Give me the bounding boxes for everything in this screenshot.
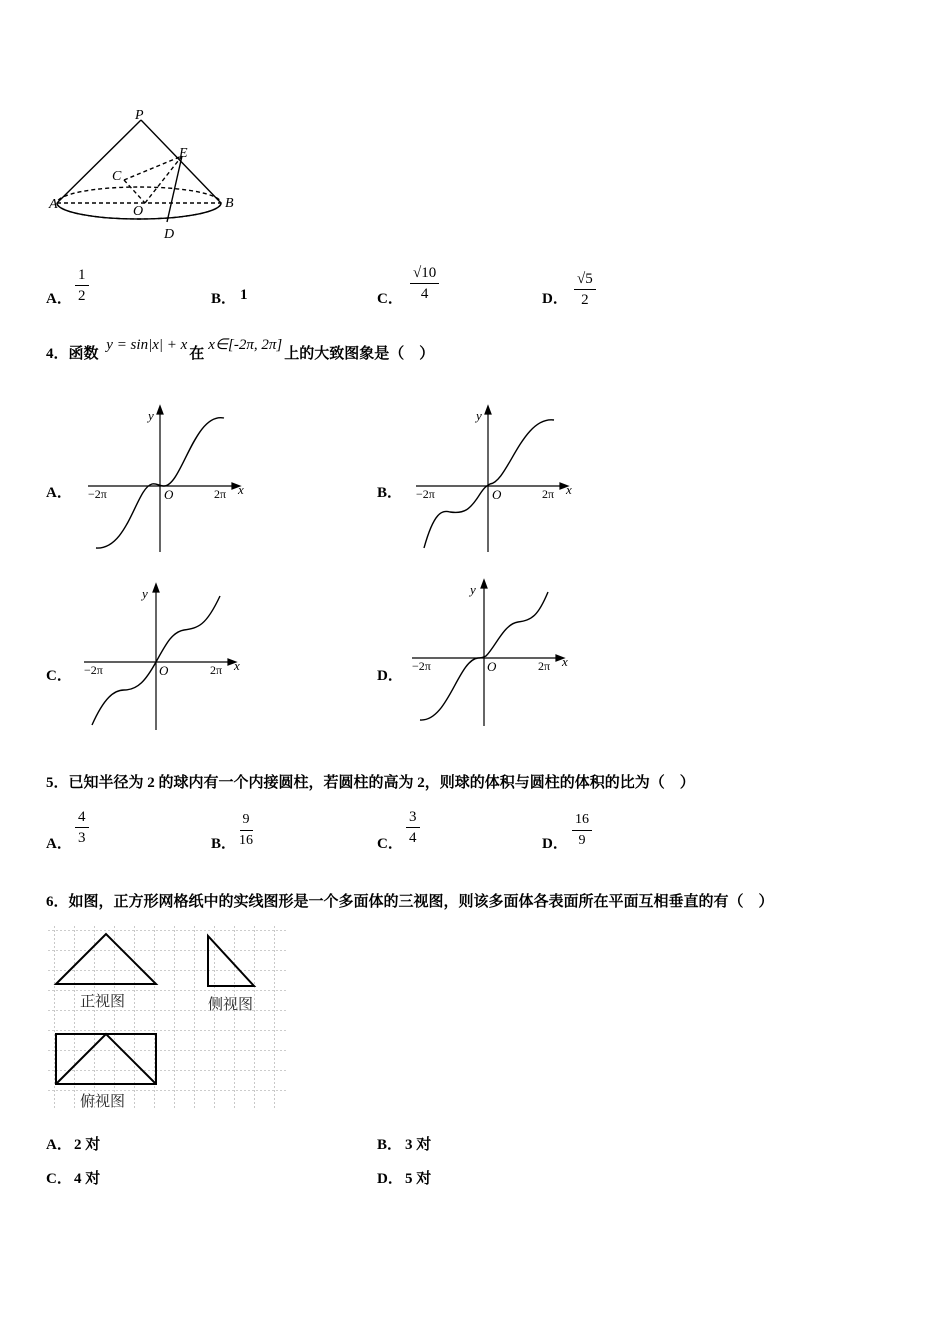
numerator: 1 <box>75 266 89 286</box>
q5-option-d-fraction <box>572 811 592 850</box>
q5-option-a-fraction <box>75 808 89 847</box>
y-label: y <box>148 408 154 423</box>
y-arrow <box>157 406 163 414</box>
q3-option-b-value: 1 <box>240 287 248 303</box>
y-arrow <box>485 406 491 414</box>
q6-option-b-value: 3 对 <box>405 1137 432 1153</box>
neg-2pi-label: −2π <box>88 487 107 501</box>
pos-2pi-label: 2π <box>538 659 551 673</box>
denominator: 4 <box>409 830 417 846</box>
q4-text-a: 函数 <box>68 346 99 362</box>
q5-option-c-fraction <box>406 808 420 847</box>
cone-figure <box>40 100 250 245</box>
q6-option-a-value: 2 对 <box>74 1137 101 1153</box>
q6-stem: 6．如图，正方形网格纸中的实线图形是一个多面体的三视图，则该多面体各表面所在平面互相垂直的有（ ） <box>46 894 774 910</box>
y-arrow <box>153 584 159 592</box>
neg-2pi-label: −2π <box>412 659 431 673</box>
q4-option-a-letter[interactable]: A． <box>46 485 72 501</box>
q4-graph-b <box>412 402 582 557</box>
x-label: x <box>234 658 240 673</box>
q4-domain: x∈[-2π, 2π] <box>208 337 283 353</box>
segment-CO <box>124 180 145 203</box>
numerator: √5 <box>574 270 596 290</box>
label-D: D <box>164 227 175 242</box>
q5-option-b-fraction <box>239 811 253 850</box>
front-view-label: 正视图 <box>80 994 126 1010</box>
denominator: 16 <box>239 833 253 848</box>
q3-option-b-letter[interactable]: B． <box>211 291 237 307</box>
label-O: O <box>133 204 144 219</box>
segment-ED <box>167 156 182 222</box>
grid-background <box>48 926 286 1110</box>
y-label: y <box>470 582 476 597</box>
denominator: 2 <box>581 292 589 308</box>
q4-number: 4． <box>46 346 69 362</box>
q4-option-b-letter[interactable]: B． <box>377 485 403 501</box>
q4-graph-a <box>84 402 254 557</box>
x-label: x <box>238 482 244 497</box>
q6-option-c-letter[interactable]: C． <box>46 1171 72 1187</box>
q4-graph-c <box>80 580 250 735</box>
pos-2pi-label: 2π <box>210 663 223 677</box>
denominator: 2 <box>78 288 86 304</box>
q3-option-a-fraction <box>75 266 89 305</box>
q3-option-a-letter[interactable]: A． <box>46 291 72 307</box>
numerator: √10 <box>410 264 439 284</box>
numerator: 9 <box>240 811 253 831</box>
q4-text-c: 上的大致图象是（ ） <box>284 346 435 362</box>
y-label: y <box>476 408 482 423</box>
curve <box>424 420 554 548</box>
label-E: E <box>179 146 188 161</box>
x-label: x <box>566 482 572 497</box>
q3-option-c-fraction <box>410 264 439 303</box>
x-label: x <box>562 654 568 669</box>
q6-option-a-letter[interactable]: A． <box>46 1137 72 1153</box>
q4-stem <box>46 337 435 363</box>
q5-stem: 5．已知半径为 2 的球内有一个内接圆柱，若圆柱的高为 2，则球的体积与圆柱的体积的比为（ ） <box>46 775 695 791</box>
label-A: A <box>49 197 58 212</box>
top-view-label: 俯视图 <box>80 1094 126 1110</box>
q5-option-a-letter[interactable]: A． <box>46 836 72 852</box>
denominator: 3 <box>78 830 86 846</box>
edge-PA <box>57 120 141 203</box>
q6-option-c-value: 4 对 <box>74 1171 101 1187</box>
side-view-label: 侧视图 <box>208 997 254 1013</box>
pos-2pi-label: 2π <box>214 487 227 501</box>
label-P: P <box>135 108 144 123</box>
q4-text-b: 在 <box>189 346 205 362</box>
origin-label: O <box>487 659 497 674</box>
q4-option-d-letter[interactable]: D． <box>377 668 403 684</box>
q6-option-d-value: 5 对 <box>405 1171 432 1187</box>
label-C: C <box>112 169 122 184</box>
pos-2pi-label: 2π <box>542 487 555 501</box>
q5-option-b-letter[interactable]: B． <box>211 836 237 852</box>
numerator: 4 <box>75 808 89 828</box>
q3-option-c-letter[interactable]: C． <box>377 291 403 307</box>
origin-label: O <box>159 663 169 678</box>
q4-option-c-letter[interactable]: C． <box>46 668 72 684</box>
q6-option-d-letter[interactable]: D． <box>377 1171 403 1187</box>
y-arrow <box>481 580 487 588</box>
y-label: y <box>142 586 148 601</box>
numerator: 3 <box>406 808 420 828</box>
origin-label: O <box>164 487 174 502</box>
three-view-figure <box>46 924 291 1114</box>
numerator: 16 <box>572 811 592 831</box>
q4-formula: y = sin|x| + x <box>106 337 188 353</box>
q5-option-c-letter[interactable]: C． <box>377 836 403 852</box>
neg-2pi-label: −2π <box>84 663 103 677</box>
denominator: 4 <box>420 286 429 302</box>
origin-label: O <box>492 487 502 502</box>
q4-graph-d <box>408 576 578 731</box>
q5-option-d-letter[interactable]: D． <box>542 836 568 852</box>
q3-option-d-fraction <box>574 270 596 309</box>
label-B: B <box>225 196 234 211</box>
denominator: 9 <box>578 833 586 848</box>
neg-2pi-label: −2π <box>416 487 435 501</box>
q3-option-d-letter[interactable]: D． <box>542 291 568 307</box>
q6-option-b-letter[interactable]: B． <box>377 1137 403 1153</box>
